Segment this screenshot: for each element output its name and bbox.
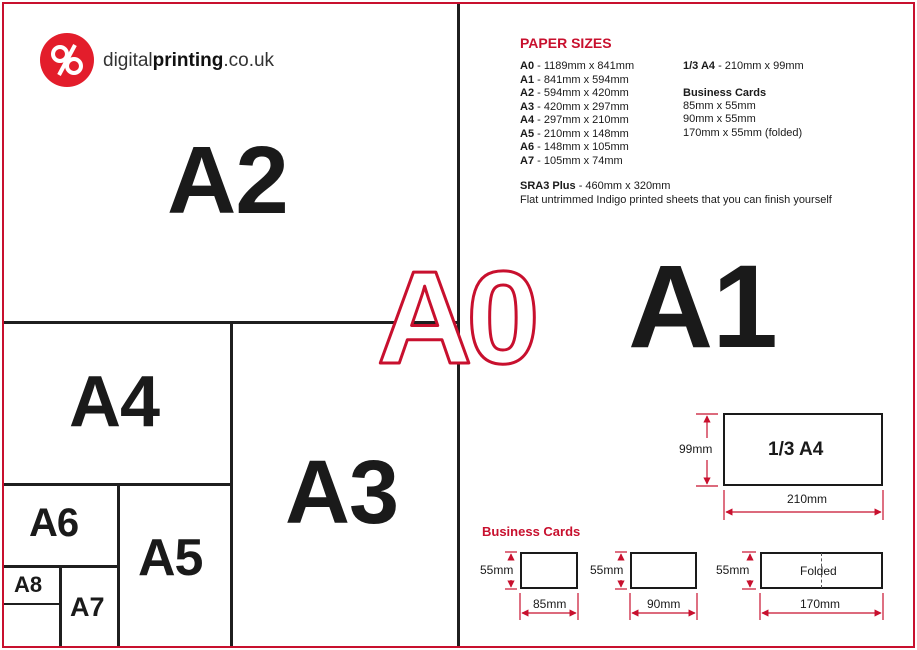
third-a4-size: 1/3 A4 - 210mm x 99mm [683, 60, 804, 72]
business-card-170-label: Folded [800, 564, 837, 578]
paper-size-name: A5 [520, 127, 535, 140]
paper-size-dims: - 297mm x 210mm [534, 114, 629, 126]
business-card-85-height: 55mm [480, 563, 514, 577]
business-card-90-height: 55mm [590, 563, 624, 577]
third-a4-label: 1/3 A4 [768, 439, 824, 460]
paper-size-name: A0 [520, 60, 535, 72]
logo-wordmark: digitalprinting.co.uk [103, 50, 275, 71]
a8-label: A8 [14, 572, 43, 597]
paper-size-name: A4 [520, 114, 535, 126]
sra3-note: Flat untrimmed Indigo printed sheets that you can finish yourself [520, 194, 832, 206]
sra3-size: SRA3 Plus - 460mm x 320mm [520, 180, 671, 192]
paper-size-dims: - 594mm x 420mm [534, 87, 629, 99]
paper-size-dims: - 210mm x 148mm [534, 127, 629, 140]
a4-label: A4 [69, 362, 160, 442]
paper-size-name: A3 [520, 100, 535, 113]
a1-label: A1 [628, 241, 777, 373]
business-cards-diagram-title: Business Cards [482, 524, 581, 539]
business-card-170-height: 55mm [716, 563, 750, 577]
paper-size-name: A1 [520, 73, 535, 86]
paper-size-dims: - 105mm x 74mm [534, 154, 623, 167]
a5-label: A5 [138, 529, 203, 587]
business-cards-heading: Business Cards [683, 87, 767, 99]
paper-size-name: A6 [520, 141, 535, 153]
paper-size-dims: - 148mm x 105mm [534, 141, 629, 153]
a6-label: A6 [29, 501, 79, 545]
paper-size-name: A2 [520, 87, 535, 99]
paper-size-dims: - 420mm x 297mm [534, 100, 629, 113]
business-card-size-1: 85mm x 55mm [683, 100, 756, 112]
a2-label: A2 [167, 127, 288, 234]
third-a4-height: 99mm [679, 442, 713, 456]
a7-label: A7 [70, 592, 105, 622]
third-a4-width: 210mm [787, 492, 828, 506]
business-card-90-width: 90mm [647, 597, 681, 611]
business-card-170-width: 170mm [800, 597, 841, 611]
a3-label: A3 [285, 443, 399, 543]
paper-sizes-title: PAPER SIZES [520, 35, 612, 51]
svg-text:A0: A0 [377, 253, 534, 371]
business-card-size-3: 170mm x 55mm (folded) [683, 127, 803, 139]
paper-size-dims: - 841mm x 594mm [534, 73, 629, 86]
business-card-85-width: 85mm [533, 597, 567, 611]
paper-size-dims: - 1189mm x 841mm [534, 60, 635, 72]
paper-size-name: A7 [520, 154, 535, 167]
business-card-size-2: 90mm x 55mm [683, 113, 756, 125]
